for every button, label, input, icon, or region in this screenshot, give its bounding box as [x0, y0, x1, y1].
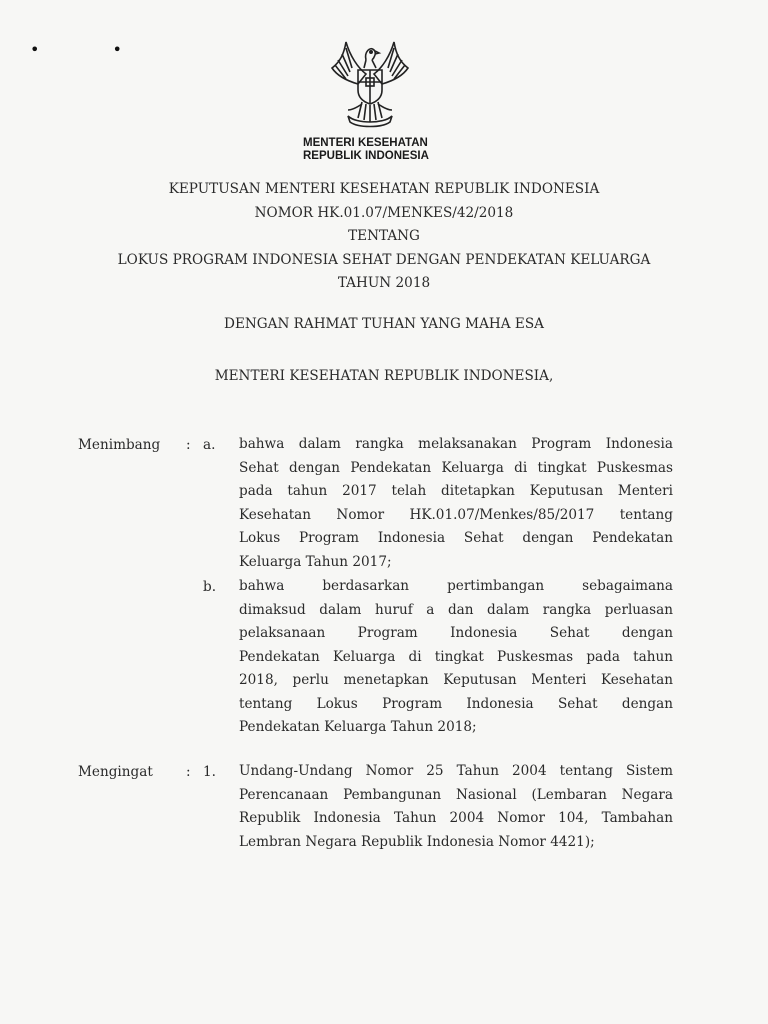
issuer-line-2: REPUBLIK INDONESIA — [303, 150, 429, 162]
signatory: MENTERI KESEHATAN REPUBLIK INDONESIA, — [214, 368, 554, 384]
menimbang-colon: : — [186, 437, 191, 453]
text-line: Perencanaan Pembangunan Nasional (Lembaran Negara — [239, 786, 673, 803]
mengingat-item-1-text — [239, 760, 673, 854]
title-line-3: TENTANG — [348, 228, 420, 245]
text-line: Republik Indonesia Tahun 2004 Nomor 104, Tambahan — [239, 810, 673, 826]
garuda-emblem-icon — [322, 34, 418, 130]
title-line-5: TAHUN 2018 — [337, 275, 431, 292]
issuer-line-1: MENTERI KESEHATAN — [303, 137, 428, 149]
decree-title — [0, 178, 768, 296]
text-line: dimaksud dalam huruf a dan dalam rangka perluasan — [239, 601, 673, 618]
text-line: pelaksanaan Program Indonesia Sehat dengan — [239, 625, 673, 641]
text-line: Sehat dengan Pendekatan Keluarga di tingkat Puskesmas — [239, 459, 673, 476]
mengingat-label: Mengingat — [78, 764, 153, 780]
text-line: Lembran Negara Republik Indonesia Nomor 4421); — [239, 833, 595, 850]
title-line-1: KEPUTUSAN MENTERI KESEHATAN REPUBLIK INDONESIA — [168, 181, 600, 197]
text-line: Lokus Program Indonesia Sehat dengan Pendekatan — [239, 530, 673, 546]
menimbang-item-a-text — [239, 433, 673, 574]
invocation: DENGAN RAHMAT TUHAN YANG MAHA ESA — [224, 316, 544, 332]
mengingat-colon: : — [186, 764, 191, 780]
text-line: Pendekatan Keluarga di tingkat Puskesmas pada tahun — [239, 648, 673, 665]
menimbang-item-b-text — [239, 575, 673, 740]
text-line: pada tahun 2017 telah ditetapkan Keputusan Menteri — [239, 483, 673, 499]
text-line: tentang Lokus Program Indonesia Sehat dengan — [239, 695, 673, 712]
text-line: Undang-Undang Nomor 25 Tahun 2004 tentang Sistem — [239, 763, 673, 779]
menimbang-item-b-marker: b. — [203, 579, 217, 595]
text-line: bahwa dalam rangka melaksanakan Program Indonesia — [239, 436, 673, 452]
menimbang-label: Menimbang — [78, 437, 161, 453]
text-line: bahwa berdasarkan pertimbangan sebagaimana — [239, 578, 673, 594]
text-line: 2018, perlu menetapkan Keputusan Menteri Kesehatan — [239, 672, 673, 688]
text-line: Keluarga Tahun 2017; — [239, 553, 392, 570]
title-line-4: LOKUS PROGRAM INDONESIA SEHAT DENGAN PENDEKATAN KELUARGA — [117, 251, 651, 268]
title-line-2: NOMOR HK.01.07/MENKES/42/2018 — [254, 204, 514, 221]
text-line: Pendekatan Keluarga Tahun 2018; — [239, 719, 477, 735]
menimbang-item-a-marker: a. — [203, 437, 216, 453]
mengingat-item-1-marker: 1. — [203, 764, 216, 780]
issuer-heading — [303, 137, 453, 163]
text-line: Kesehatan Nomor HK.01.07/Menkes/85/2017 tentang — [239, 506, 673, 523]
scan-specks: • • — [30, 40, 156, 59]
